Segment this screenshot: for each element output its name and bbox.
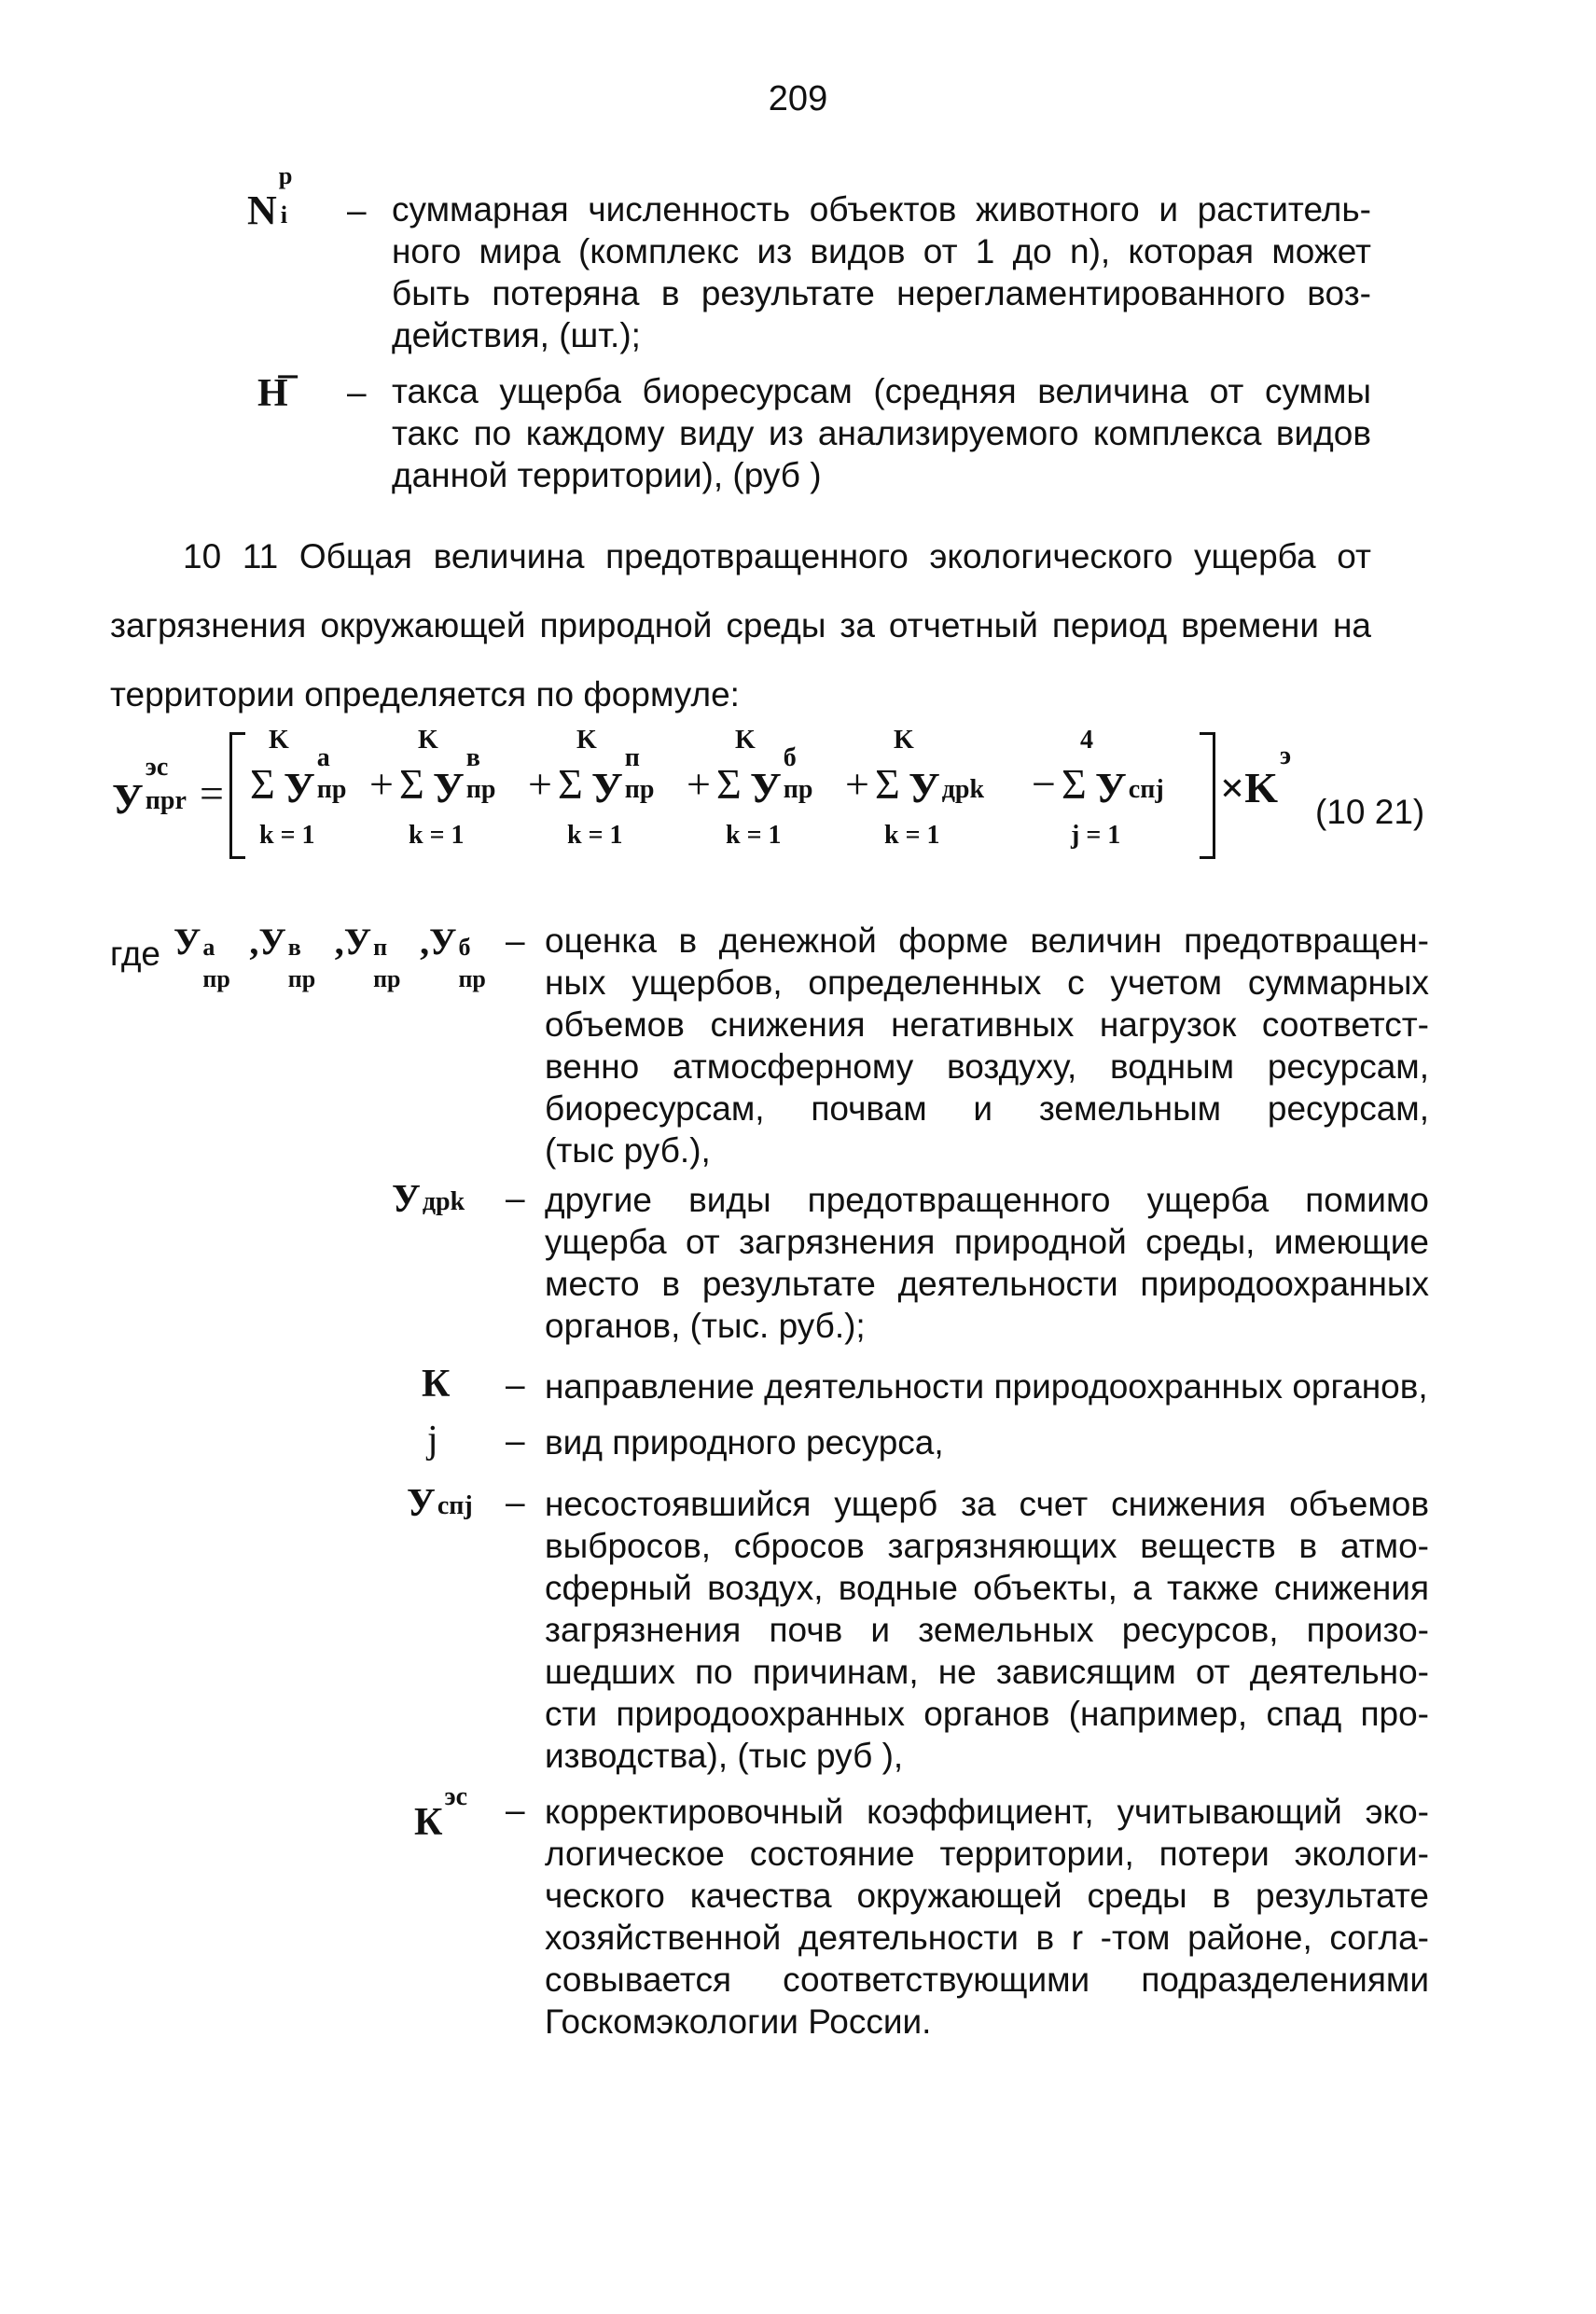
definition-k-text: направление деятельности природоохранных органов,: [545, 1367, 1428, 1406]
sum-term: + K Σ У п пр k = 1: [528, 726, 655, 850]
formula-equals: =: [200, 769, 224, 817]
symbol-j: j: [427, 1419, 438, 1462]
definition-dash: –: [506, 1179, 525, 1217]
where-label: где: [110, 935, 161, 973]
formula-lhs: У эс прr: [112, 753, 187, 823]
symbol-n-i-p: N р i: [247, 161, 293, 233]
symbol-k-es: К эс: [414, 1782, 467, 1844]
definition-dash: –: [506, 1421, 525, 1460]
formula-number: (10 21): [1315, 793, 1425, 831]
definition-dash: –: [347, 191, 367, 229]
paragraph-10-11: 10 11 Общая величина предотвращенного экологического ущерба от загрязнения окружающей природной среды за отчетный период времени на территории определяется по формуле:: [110, 537, 1371, 714]
sum-term: K Σ У а пр k = 1: [250, 726, 347, 850]
where-symbols: У а пр ,У в пр ,У п пр ,У б пр: [173, 921, 486, 992]
sum-term: + K Σ У дрk k = 1: [845, 726, 985, 850]
definition-dash: –: [506, 1365, 525, 1404]
symbol-u-spj: У спj: [407, 1482, 473, 1525]
left-bracket: [229, 732, 245, 859]
definition-u-drk-text: другие виды предотвращенного ущерба помимо ущерба от загрязнения природной среды, имеющие место в результате деятельности природоохранных органов, (тыс. руб.);: [545, 1181, 1429, 1345]
definition-k-es-text: корректировочный коэффициент, учитывающий эко- логическое состояние территории, потери экологи- ческого качества окружающей среды в результате хозяйственной деятельности в r -том районе, согла- совывается соответствующими подразделениями Госкомэкологии России.: [545, 1793, 1429, 2041]
definition-where-text: оценка в денежной форме величин предотвращен- ных ущербов, определенных с учетом суммарных объемов снижения негативных нагрузок соответст- венно атмосферному воздуху, водным ресурсам, биоресурсам, почвам и земельным ресурсам, (тыс руб.),: [545, 921, 1429, 1170]
right-bracket: [1200, 732, 1215, 859]
sum-term: + K Σ У в пр k = 1: [369, 726, 496, 850]
definition-dash: –: [506, 1791, 525, 1829]
symbol-k: К: [422, 1363, 451, 1406]
definition-j-text: вид природного ресурса,: [545, 1423, 944, 1462]
sum-term: + K Σ У б пр k = 1: [687, 726, 813, 850]
formula-10-21: [110, 727, 1435, 877]
definition-h-text: такса ущерба биоресурсам (средняя величина от суммы такс по каждому виду из анализируемого комплекса видов данной территории), (руб ): [392, 372, 1371, 494]
definition-dash: –: [506, 1483, 525, 1521]
symbol-u-drk: У дрk: [392, 1178, 465, 1221]
formula-times-k: ×K э: [1220, 741, 1292, 811]
definition-dash: –: [506, 921, 525, 960]
symbol-h-bar: Н̅: [257, 372, 288, 415]
page-number: 209: [768, 79, 828, 118]
definition-n-text: суммарная численность объектов животного и раститель- ного мира (комплекс из видов от 1 до n), которая может быть потеряна в результате нерегламентированного воз- действия, (шт.);: [392, 190, 1371, 354]
definition-u-spj-text: несостоявшийся ущерб за счет снижения объемов выбросов, сбросов загрязняющих веществ в атмо- сферный воздух, водные объекты, а также снижения загрязнения почв и земельных ресурсов, произо- шедших по причинам, не зависящим от деятельно- сти природоохранных органов (например, спад про- изводства), (тыс руб ),: [545, 1485, 1429, 1775]
sum-term: − 4 Σ У спj j = 1: [1032, 726, 1164, 850]
formula-terms: [250, 727, 1323, 877]
definition-dash: –: [347, 373, 367, 411]
